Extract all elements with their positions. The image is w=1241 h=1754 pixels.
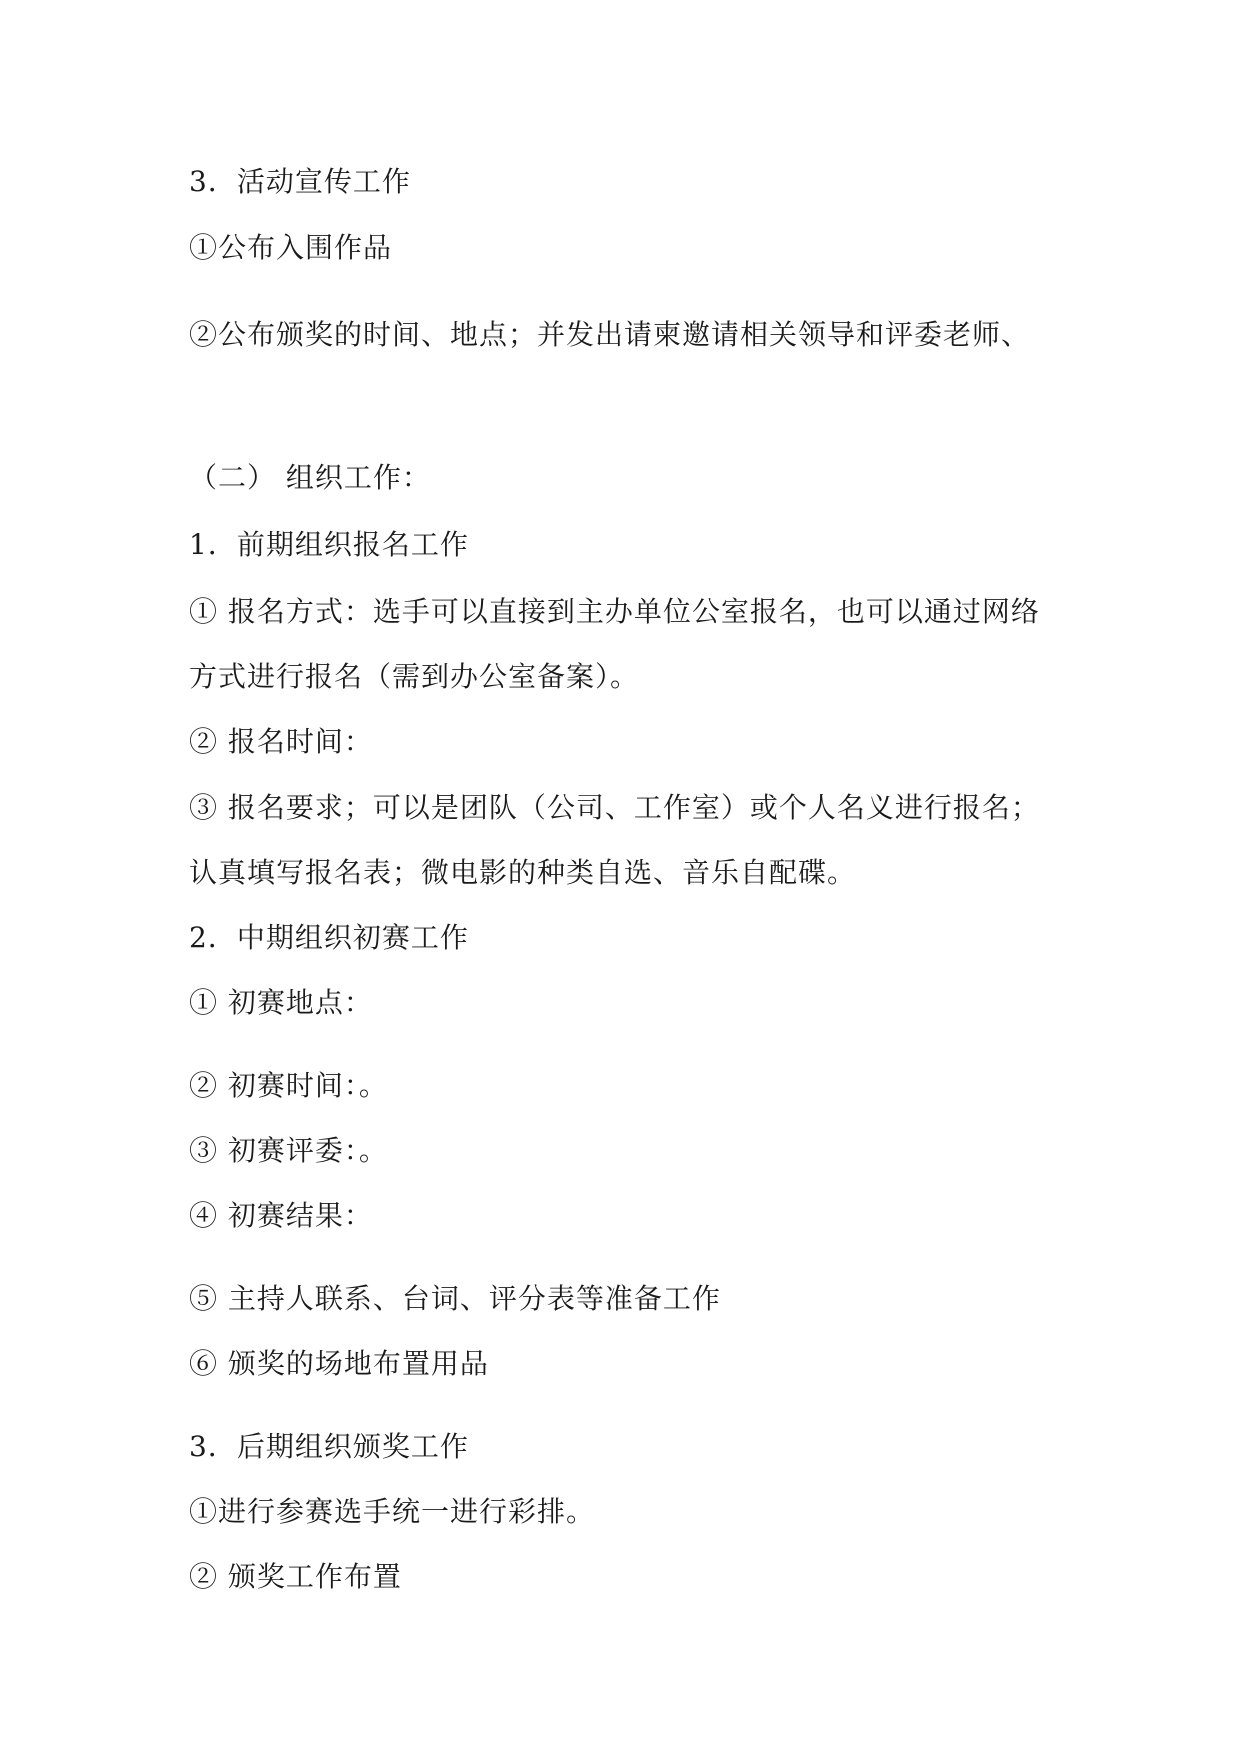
list-item: ⑤ 主持人联系、台词、评分表等准备工作 — [189, 1282, 721, 1315]
list-item: ②公布颁奖的时间、地点；并发出请柬邀请相关领导和评委老师、 — [189, 318, 1031, 351]
list-item: ③ 初赛评委：。 — [189, 1134, 388, 1167]
list-item: ①进行参赛选手统一进行彩排。 — [189, 1495, 596, 1528]
list-item-continuation: 方式进行报名（需到办公室备案）。 — [189, 660, 640, 693]
list-item: ⑥ 颁奖的场地布置用品 — [189, 1347, 489, 1380]
list-item: ③ 报名要求；可以是团队（公司、工作室）或个人名义进行报名； — [189, 791, 1040, 824]
list-item: ② 颁奖工作布置 — [189, 1560, 402, 1593]
section-heading-publicity: 3．活动宣传工作 — [189, 165, 411, 198]
list-item: ② 初赛时间：。 — [189, 1069, 388, 1102]
subsection-heading-registration: 1．前期组织报名工作 — [189, 528, 469, 561]
list-item: ① 初赛地点： — [189, 986, 373, 1019]
section-heading-organization: （二） 组织工作： — [189, 461, 431, 494]
list-item-continuation: 认真填写报名表；微电影的种类自选、音乐自配碟。 — [189, 856, 857, 889]
list-item: ①公布入围作品 — [189, 231, 393, 264]
list-item: ② 报名时间： — [189, 725, 373, 758]
list-item: ① 报名方式：选手可以直接到主办单位公室报名，也可以通过网络 — [189, 595, 1040, 628]
subsection-heading-awards: 3．后期组织颁奖工作 — [189, 1430, 469, 1463]
list-item: ④ 初赛结果： — [189, 1199, 373, 1232]
subsection-heading-preliminary: 2．中期组织初赛工作 — [189, 921, 469, 954]
